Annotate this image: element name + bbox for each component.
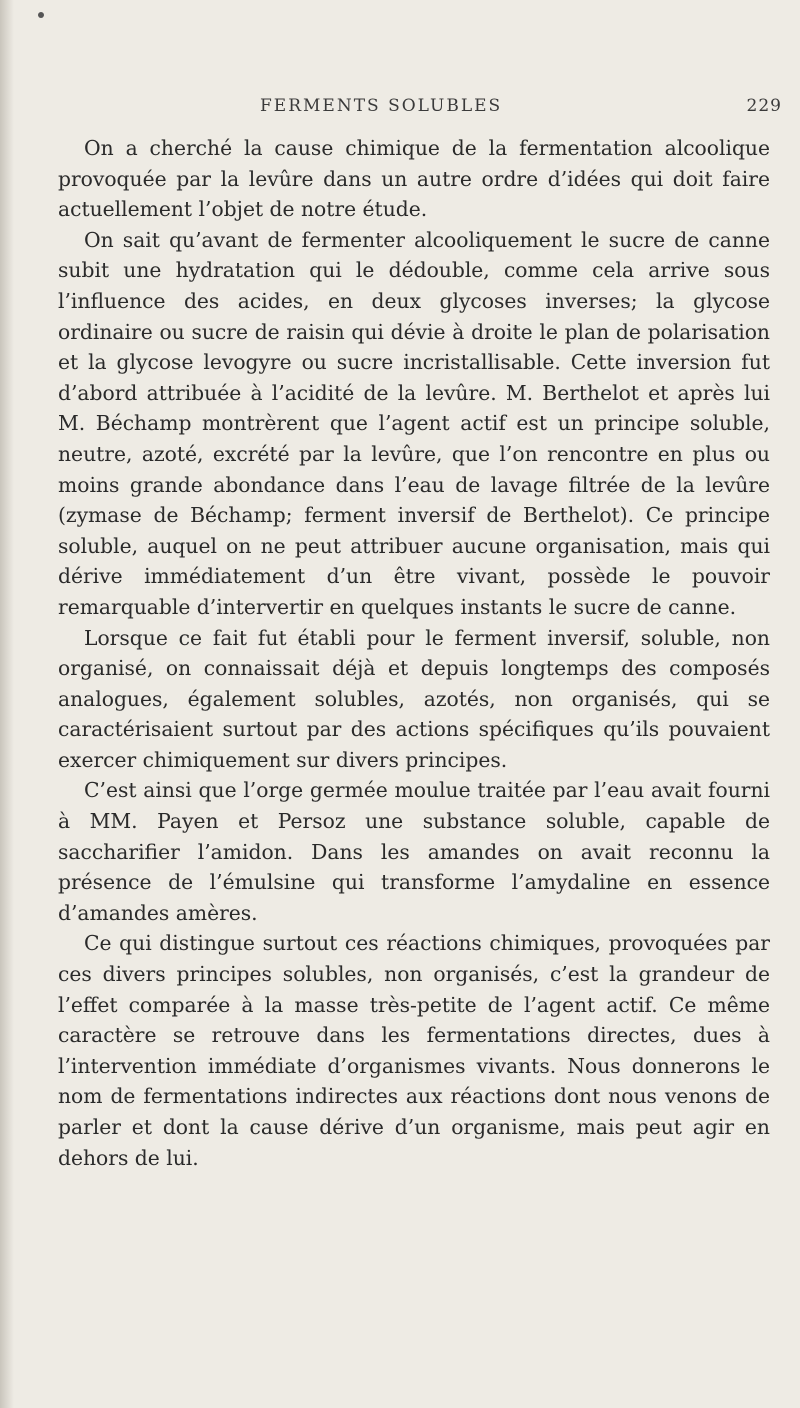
body-text bbox=[58, 133, 770, 1173]
paragraph-5: Ce qui distingue surtout ces réactions chimiques, provoquées par ces divers principes solubles, non organisés, c’est la grandeur de l’effet comparée à la masse très-petite de l’agent actif. Ce même caractère se retrouve dans les fermentations directes, dues à l’intervention immédiate d’organismes vivants. Nous donnerons le nom de fermentations indirectes aux réactions dont nous venons de parler et dont la cause dérive d’un organisme, mais peut agir en dehors de lui. bbox=[58, 931, 770, 1170]
paragraph-3: Lorsque ce fait fut établi pour le ferment inversif, soluble, non organisé, on connaissait déjà et depuis longtemps des composés analogues, également solubles, azotés, non organisés, qui se caractérisaient surtout par des actions spécifiques qu’ils pouvaient exercer chimiquement sur divers principes. bbox=[58, 625, 770, 772]
page-header bbox=[58, 96, 790, 120]
running-title: FERMENTS SOLUBLES bbox=[260, 96, 503, 116]
paragraph-2: On sait qu’avant de fermenter alcooliquement le sucre de canne subit une hydratation qui le dédouble, comme cela arrive sous l’influence des acides, en deux glycoses inverses; la glycose ordinaire ou sucre de raisin qui dévie à droite le plan de polarisation et la glycose levogyre ou sucre incristallisable. Cette inversion fut d’abord attribuée à l’acidité de la levûre. M. Berthelot et après lui M. Béchamp montrèrent que l’agent actif est un principe soluble, neutre, azoté, excrété par la levûre, que l’on rencontre en plus ou moins grande abondance dans l’eau de lavage filtrée de la levûre (zymase de Béchamp; ferment inversif de Berthelot). Ce principe soluble, auquel on ne peut attribuer aucune organisation, mais qui dérive immédiatement d’un être vivant, possède le pouvoir remarquable d’intervertir en quelques instants le sucre de canne. bbox=[58, 227, 770, 619]
page-gutter-shadow bbox=[0, 0, 14, 1408]
ink-speck bbox=[38, 12, 44, 18]
paragraph-1: On a cherché la cause chimique de la fermentation alcoolique provoquée par la levûre dans un autre ordre d’idées qui doit faire actuellement l’objet de notre étude. bbox=[58, 136, 770, 222]
page-number: 229 bbox=[746, 96, 782, 116]
paragraph-4: C’est ainsi que l’orge germée moulue traitée par l’eau avait fourni à MM. Payen et Persoz une substance soluble, capable de saccharifier l’amidon. Dans les amandes on avait reconnu la présence de l’émulsine qui transforme l’amydaline en essence d’amandes amères. bbox=[58, 778, 770, 925]
